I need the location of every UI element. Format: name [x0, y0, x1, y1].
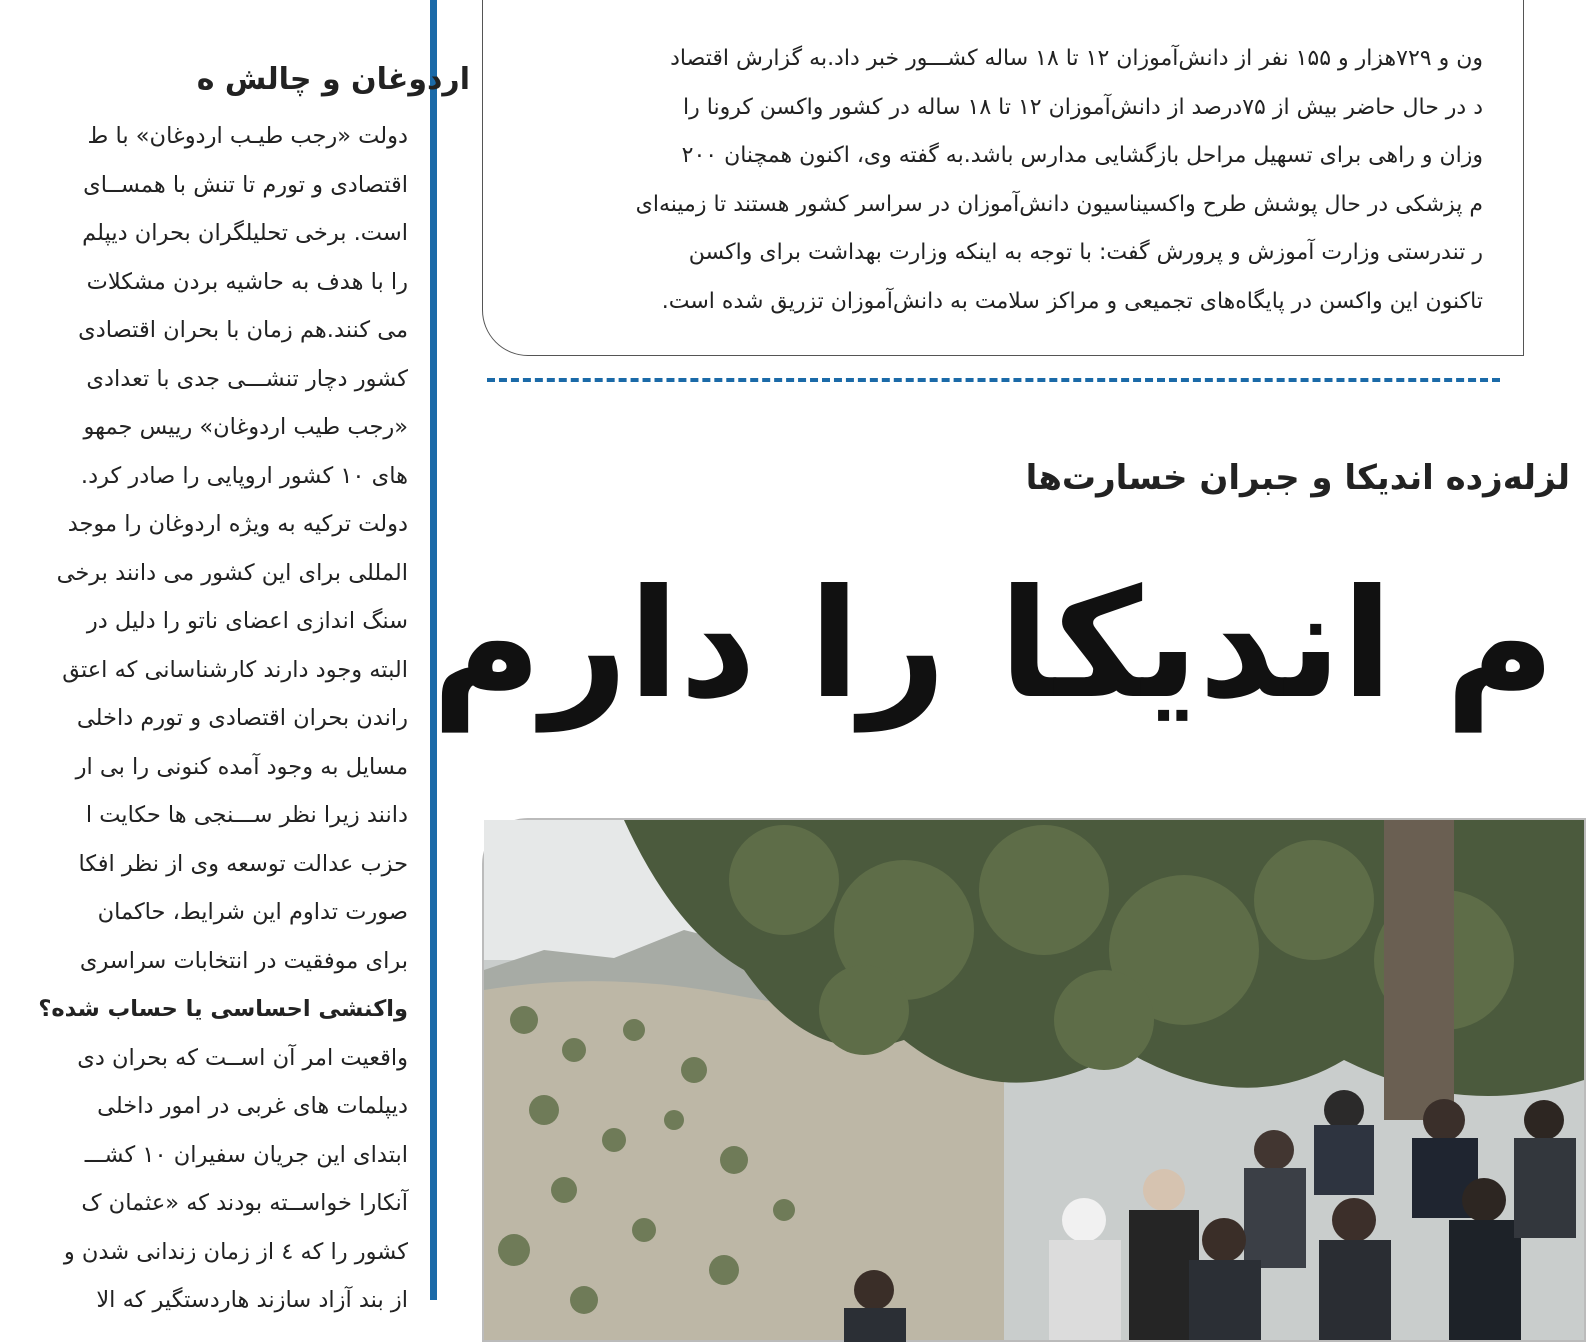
body-line: از بند آزاد سازند هاردستگیر که الا — [96, 1287, 408, 1313]
body-line: سنگ اندازی اعضای ناتو را دلیل در — [86, 608, 408, 634]
section-subheading: واکنشی احساسی یا حساب شده؟ — [38, 996, 408, 1022]
body-line: مسایل به وجود آمده کنونی را بی ار — [75, 753, 408, 780]
photo-illustration — [484, 820, 1584, 1340]
article-title: اردوغان و چالش ه — [196, 62, 470, 97]
body-line: حزب عدالت توسعه وی از نظر افکا — [78, 850, 408, 877]
body-line: اقتصادی و تورم تا تنش با همســای — [83, 171, 408, 198]
body-line: راندن بحران اقتصادی و تورم داخلی — [76, 705, 408, 731]
body-line: دیپلمات های غربی در امور داخلی — [97, 1093, 408, 1119]
body-line: تاکنون این واکسن در پایگاه‌های تجمیعی و مراکز سلامت به دانش‌آموزان تزریق شده است. — [661, 288, 1483, 314]
body-line: ابتدای این جریان سفیران ۱۰ کشـــ — [84, 1141, 408, 1168]
news-photo — [482, 818, 1586, 1342]
body-line: دانند زیرا نظر ســـنجی ها حکایت ا — [85, 802, 408, 828]
body-line: المللی برای این کشور می دانند برخی — [56, 559, 408, 586]
body-line: کشور را که ٤ از زمان زندانی شدن و — [63, 1238, 408, 1265]
dashed-divider — [487, 378, 1500, 382]
body-line: د در حال حاضر بیش از ۷۵درصد از دانش‌آموزان ۱۲ تا ۱۸ ساله در کشور واکسن کرونا را — [683, 94, 1483, 120]
body-line: دولت «رجب طیـب اردوغان» با ط — [87, 123, 408, 149]
body-line: ون و ۷۲۹هزار و ۱۵۵ نفر از دانش‌آموزان ۱۲ تا ۱۸ ساله کشـــور خبر داد.به گزارش اقتصاد — [670, 46, 1483, 71]
body-line: «رجب طیب اردوغان» رییس جمهو — [83, 414, 408, 440]
body-line: م پزشکی در حال پوشش طرح واکسیناسیون دانش‌آموزان در سراسر کشور هستند تا زمینه‌ای — [635, 191, 1483, 217]
feature-headline: م اندیکا را دارم — [431, 558, 1555, 732]
body-line: را با هدف به حاشیه بردن مشکلات — [86, 268, 408, 295]
body-line: برای موفقیت در انتخابات سراسری — [79, 947, 408, 974]
body-line: واقعیت امر آن اســت که بحران دی — [77, 1044, 408, 1071]
body-line: های ۱۰ کشور اروپایی را صادر کرد. — [80, 462, 408, 489]
body-line: است. برخی تحلیلگران بحران دیپلم — [82, 220, 408, 246]
body-line: کشور دچار تنشـــی جدی با تعدادی — [86, 365, 408, 392]
feature-subtitle: لزله‌زده اندیکا و جبران خسارت‌ها — [1025, 458, 1570, 498]
body-line: صورت تداوم این شرایط، حاکمان — [97, 899, 408, 925]
body-line: می کنند.هم زمان با بحران اقتصادی — [78, 317, 408, 343]
body-line: البته وجود دارند کارشناسانی که اعتق — [62, 656, 408, 683]
body-line: آنکارا خواســته بودند که «عثمان ک — [81, 1190, 408, 1216]
top-article-box — [482, 0, 1524, 356]
top-article-body — [283, 35, 1483, 326]
body-line: دولت ترکیه به ویژه اردوغان را موجد — [67, 511, 408, 537]
body-line: وزان و راهی برای تسهیل مراحل بازگشایی مدارس باشد.به گفته وی، اکنون همچنان ۲۰۰ — [681, 143, 1483, 168]
body-line: ر تندرستی وزارت آموزش و پرورش گفت: با توجه به اینکه وزارت بهداشت برای واکسن — [688, 240, 1483, 265]
